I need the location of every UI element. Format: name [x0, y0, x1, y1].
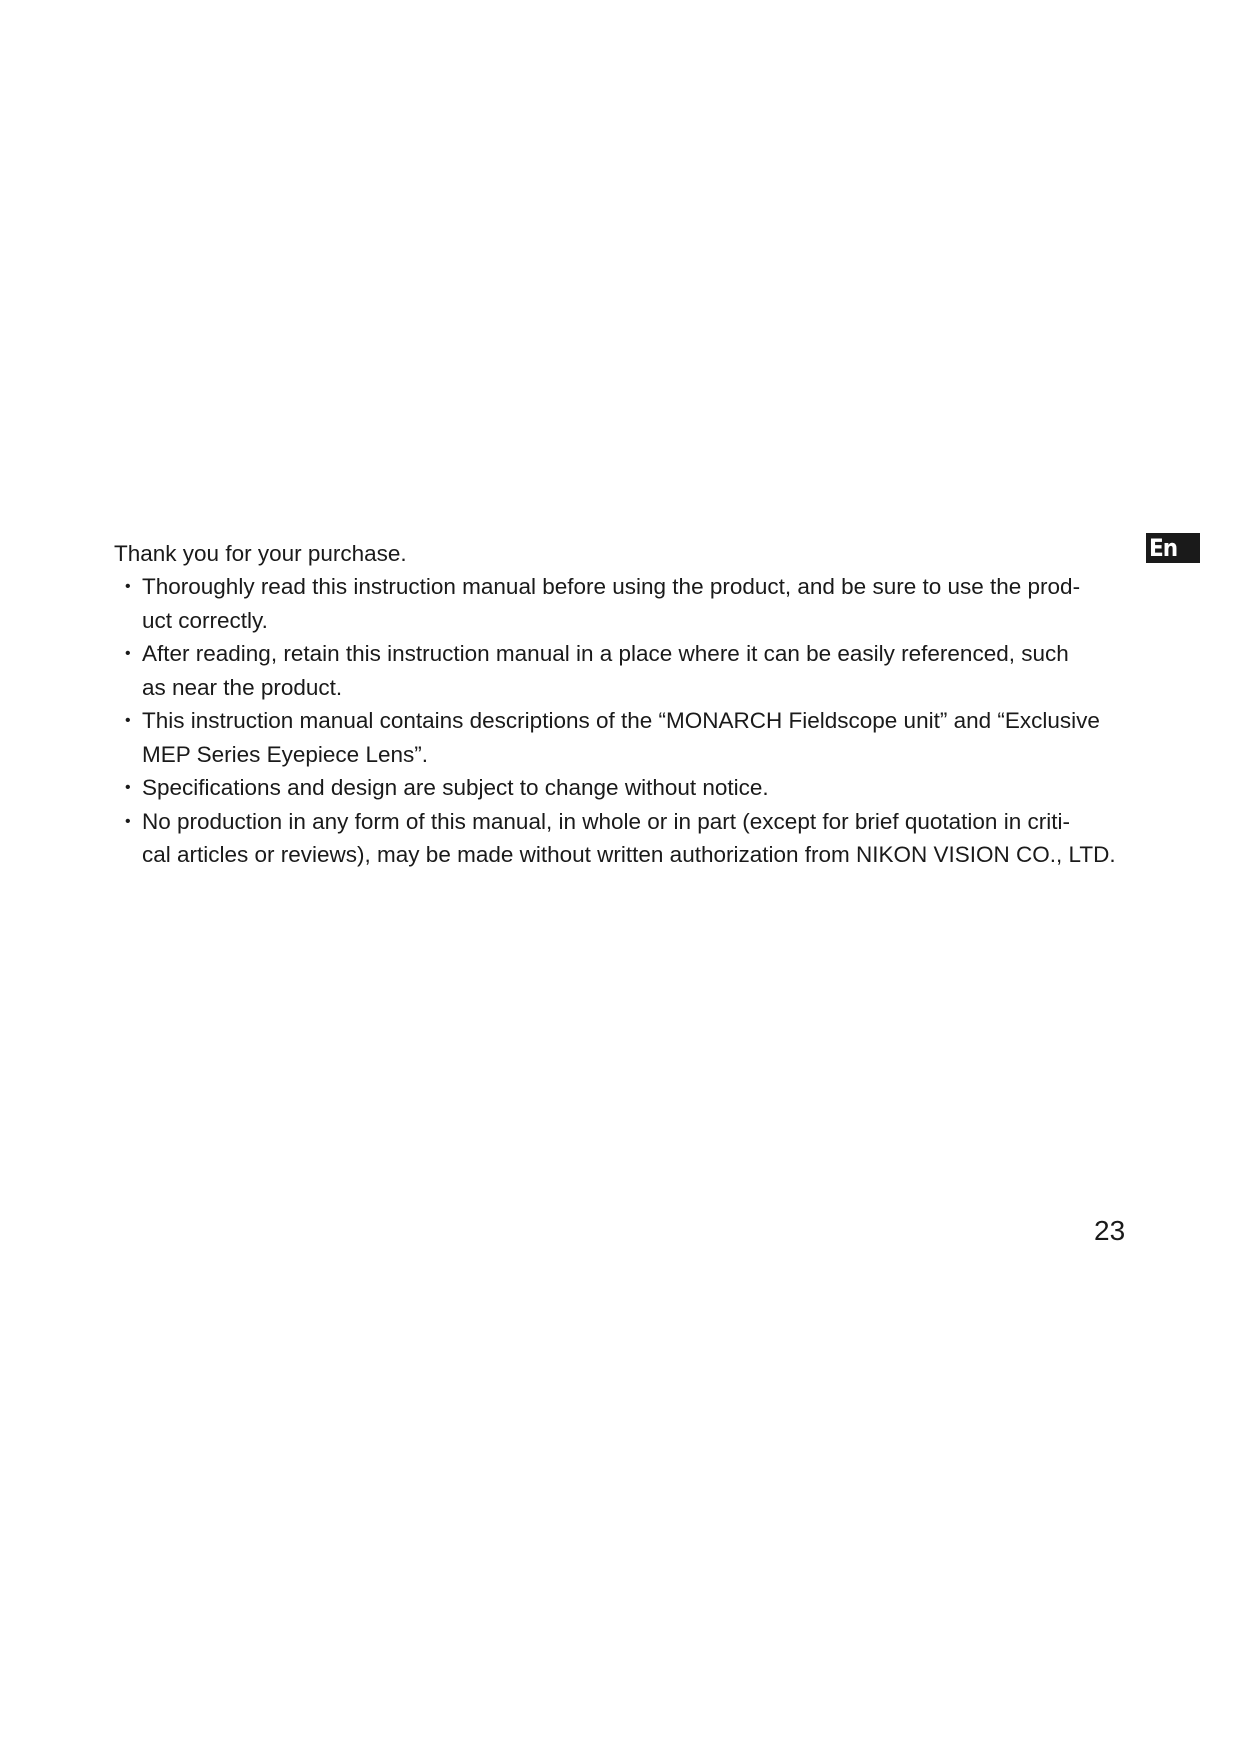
- list-item: [114, 805, 1154, 872]
- list-item-text: No production in any form of this manual, in whole or in part (except for brief quotation in criti- cal articles or reviews), may be made without written authorization from NIKON VISION CO., LTD.: [142, 808, 1116, 867]
- intro-text: Thank you for your purchase.: [114, 541, 407, 566]
- list-item: [114, 637, 1154, 704]
- list-item: [114, 771, 1154, 805]
- bullet-icon: •: [125, 578, 131, 595]
- list-item: [114, 704, 1154, 771]
- list-item-text: This instruction manual contains descriptions of the “MONARCH Fieldscope unit” and “Exclusive MEP Series Eyepiece Lens”.: [142, 708, 1100, 767]
- bullet-icon: •: [125, 779, 131, 796]
- bullet-icon: •: [125, 812, 131, 830]
- list-item: [114, 570, 1154, 637]
- list-item-text: Thoroughly read this instruction manual before using the product, and be sure to use the prod- uct correctly.: [142, 574, 1081, 633]
- list-item-text: Specifications and design are subject to change without notice.: [142, 775, 769, 800]
- notice-list: [114, 570, 1154, 872]
- list-item-text: After reading, retain this instruction manual in a place where it can be easily referenced, such as near the product.: [142, 641, 1069, 700]
- language-tab: En: [1146, 533, 1200, 563]
- page-number: 23: [1094, 1215, 1126, 1246]
- bullet-icon: •: [125, 712, 131, 729]
- bullet-icon: •: [125, 645, 131, 662]
